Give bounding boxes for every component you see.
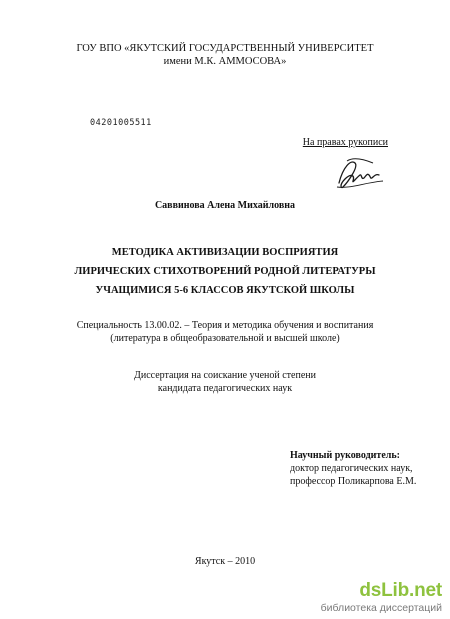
specialty-line1: Специальность 13.00.02. – Теория и методика обучения и воспитания	[76, 320, 374, 331]
supervisor-name: профессор Поликарпова Е.М.	[290, 476, 417, 487]
university-header	[0, 42, 450, 68]
university-header-line2: имени М.К. АММОСОВА»	[163, 56, 287, 67]
specialty-line2: (литература в общеобразовательной и высшей школе)	[110, 333, 340, 344]
degree-line2: кандидата педагогических наук	[157, 383, 293, 394]
title-line1: МЕТОДИКА АКТИВИЗАЦИИ ВОСПРИЯТИЯ	[111, 247, 339, 258]
dslib-watermark[interactable]	[302, 580, 442, 616]
signature-icon	[333, 153, 389, 193]
title-line3: УЧАЩИМИСЯ 5-6 КЛАССОВ ЯКУТСКОЙ ШКОЛЫ	[95, 285, 355, 296]
dissertation-title	[0, 243, 450, 300]
title-line2: ЛИРИЧЕСКИХ СТИХОТВОРЕНИЙ РОДНОЙ ЛИТЕРАТУРЫ	[74, 266, 376, 277]
watermark-logo[interactable]: dsLib.net	[359, 580, 442, 601]
city-year: Якутск – 2010	[194, 556, 256, 567]
supervisor-label: Научный руководитель:	[290, 450, 400, 461]
specialty	[0, 319, 450, 345]
author-name: Саввинова Алена Михайловна	[154, 200, 296, 211]
supervisor-degree: доктор педагогических наук,	[290, 463, 413, 474]
university-header-line1: ГОУ ВПО «ЯКУТСКИЙ ГОСУДАРСТВЕННЫЙ УНИВЕРСИТЕТ	[76, 43, 374, 54]
rights-label: На правах рукописи	[302, 137, 388, 148]
catalog-number: 04201005511	[90, 118, 152, 128]
degree-statement	[0, 369, 450, 395]
degree-line1: Диссертация на соискание ученой степени	[134, 370, 316, 381]
watermark-subtitle: библиотека диссертаций	[320, 602, 442, 614]
supervisor-block	[290, 449, 416, 488]
